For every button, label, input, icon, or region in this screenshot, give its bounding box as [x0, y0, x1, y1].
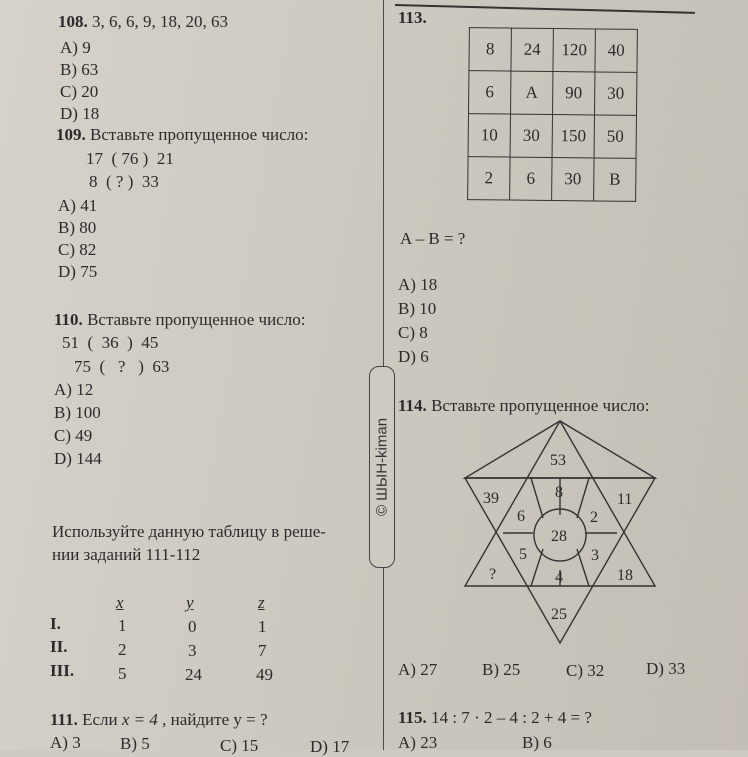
q114-prompt: Вставьте пропущенное число:	[431, 396, 650, 415]
q108-option-d: D) 18	[60, 104, 100, 123]
q108-header	[58, 12, 228, 32]
xyz-cell: 7	[258, 641, 267, 660]
xyz-cell: 2	[118, 640, 127, 659]
xyz-cell: 5	[118, 664, 127, 683]
grid-cell: 10	[468, 114, 510, 157]
grid-cell: 150	[552, 115, 594, 158]
q109-prompt: Вставьте пропущенное число:	[90, 125, 309, 144]
q114-option-a: A) 27	[398, 660, 438, 679]
q115-number: 115.	[398, 708, 427, 727]
grid-cell: 120	[553, 29, 595, 72]
q113-option-b: B) 10	[398, 299, 437, 318]
grid-cell: 24	[511, 28, 553, 71]
xyz-row-label: III.	[50, 661, 75, 680]
grid-cell: 2	[468, 157, 510, 200]
q110-option-b: B) 100	[54, 403, 101, 422]
q114-option-d: D) 33	[646, 659, 686, 678]
star-left-value: 39	[483, 490, 499, 507]
q113-question: A – B = ?	[400, 229, 466, 248]
table-intro-line-1: Используйте данную таблицу в реше-	[52, 522, 326, 541]
watermark-badge	[369, 366, 395, 568]
q111-option-c: C) 15	[220, 736, 259, 755]
q108-option-a: A) 9	[60, 38, 91, 57]
q110-option-c: C) 49	[54, 426, 93, 445]
xyz-header-y: y	[186, 593, 194, 612]
grid-cell: 40	[595, 29, 637, 72]
star-center-value: 28	[551, 528, 567, 545]
q108-number: 108.	[58, 12, 88, 31]
xyz-cell: 0	[188, 617, 197, 636]
q109-option-d: D) 75	[58, 262, 98, 281]
q109-number: 109.	[56, 125, 86, 144]
xyz-cell: 24	[185, 665, 202, 684]
grid-cell: 8	[469, 28, 511, 71]
grid-cell: 6	[510, 157, 552, 200]
q111-option-d: D) 17	[310, 737, 350, 756]
q110-header	[54, 310, 305, 330]
q114-number: 114.	[398, 396, 427, 415]
q111-text: Если	[82, 710, 118, 729]
grid-cell: 90	[553, 72, 595, 115]
grid-cell: 30	[510, 114, 552, 157]
q115-option-a: A) 23	[398, 733, 438, 752]
q110-option-d: D) 144	[54, 449, 102, 468]
star-inner-lower-left: 5	[519, 546, 527, 563]
star-bottom-value: 25	[551, 606, 567, 623]
xyz-cell: 1	[118, 616, 127, 635]
q111-ask: найдите y = ?	[170, 710, 268, 729]
star-right-value: 11	[617, 491, 633, 508]
q114-header	[398, 396, 649, 416]
star-inner-upper-right: 2	[590, 509, 598, 526]
grid-cell: B	[594, 158, 636, 201]
q110-number: 110.	[54, 310, 83, 329]
xyz-header-x: x	[116, 593, 124, 612]
table-intro-line-2: нии заданий 111-112	[52, 545, 201, 564]
q111-option-a: A) 3	[50, 733, 81, 752]
q113-number: 113.	[398, 8, 427, 27]
q113-option-c: C) 8	[398, 323, 428, 342]
q111-condition: x = 4 ,	[121, 710, 167, 729]
q111-option-b: B) 5	[120, 734, 150, 753]
q113-option-a: A) 18	[398, 275, 438, 294]
q109-option-a: A) 41	[58, 196, 98, 215]
q114-option-b: B) 25	[482, 660, 521, 679]
star-inner-bottom: 4	[555, 569, 563, 586]
q108-option-b: B) 63	[60, 60, 99, 79]
q110-option-a: A) 12	[54, 380, 94, 399]
xyz-header-z: z	[258, 593, 265, 612]
q109-row-1: 17 ( 76 ) 21	[86, 149, 174, 168]
top-rule	[395, 4, 695, 14]
q108-sequence: 3, 6, 6, 9, 18, 20, 63	[92, 12, 228, 31]
xyz-cell: 49	[256, 665, 273, 684]
q113-option-d: D) 6	[398, 347, 429, 366]
q111-number: 111.	[50, 710, 78, 729]
q110-row-1: 51 ( 36 ) 45	[62, 333, 159, 352]
grid-cell: 30	[594, 72, 636, 115]
xyz-row-label: II.	[50, 637, 68, 656]
star-inner-top: 8	[555, 484, 563, 501]
grid-cell: A	[511, 71, 553, 114]
grid-cell: 6	[469, 71, 511, 114]
q113-grid	[467, 27, 638, 202]
q109-option-b: B) 80	[58, 218, 97, 237]
q109-option-c: C) 82	[58, 240, 97, 259]
q115-header	[398, 708, 592, 728]
star-bottom-left-value: ?	[489, 566, 497, 583]
grid-cell: 50	[594, 115, 636, 158]
star-inner-lower-right: 3	[591, 547, 599, 564]
star-top-value: 53	[550, 452, 566, 469]
q110-row-2: 75 ( ? ) 63	[74, 357, 170, 376]
q114-star-figure	[455, 415, 665, 645]
star-inner-upper-left: 6	[517, 508, 525, 525]
q109-row-2: 8 ( ? ) 33	[89, 172, 159, 191]
grid-cell: 30	[552, 157, 594, 200]
q109-header	[56, 125, 308, 145]
watermark-text: © ШЫН-kiman	[373, 417, 391, 517]
q111-header	[50, 710, 268, 730]
xyz-row-label: I.	[50, 614, 61, 633]
q108-option-c: C) 20	[60, 82, 99, 101]
q115-expression: 14 : 7 · 2 – 4 : 2 + 4 = ?	[431, 708, 592, 727]
star-bottom-right-value: 18	[617, 567, 633, 584]
q110-prompt: Вставьте пропущенное число:	[87, 310, 306, 329]
xyz-cell: 1	[258, 617, 267, 636]
q114-option-c: C) 32	[566, 661, 605, 680]
xyz-cell: 3	[188, 641, 197, 660]
q115-option-b: B) 6	[522, 733, 552, 752]
